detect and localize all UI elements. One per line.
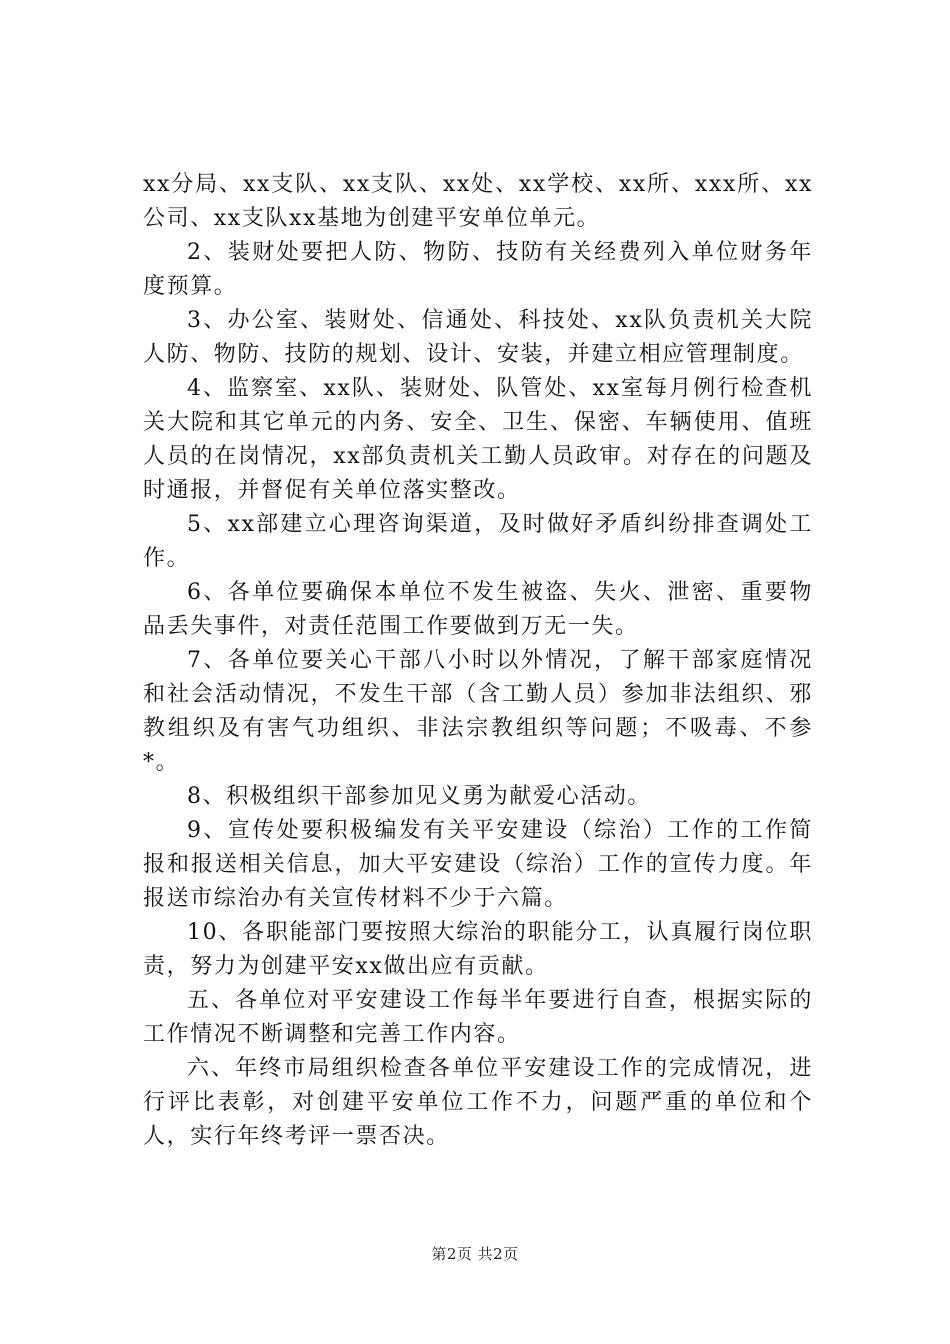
paragraph-8: 8、积极组织干部参加见义勇为献爱心活动。 <box>187 784 651 809</box>
paragraph-5: 5、xx部建立心理咨询渠道，及时做好矛盾纠纷排查调处工作。 <box>143 512 813 571</box>
paragraph-6: 6、各单位要确保本单位不发生被盗、失火、泄密、重要物品丢失事件，对责任范围工作要做到万无一失。 <box>143 580 813 639</box>
paragraph-12: 六、年终市局组织检查各单位平安建设工作的完成情况，进行评比表彰，对创建平安单位工作不力，问题严重的单位和个人，实行年终考评一票否决。 <box>143 1056 813 1149</box>
paragraph-3: 3、办公室、装财处、信通处、科技处、xx队负责机关大院人防、物防、技防的规划、设计、安装，并建立相应管理制度。 <box>143 308 813 367</box>
page-number-label: 第2页 共2页 <box>431 1245 519 1263</box>
paragraph-9: 9、宣传处要积极编发有关平安建设（综治）工作的工作简报和报送相关信息，加大平安建设（综治）工作的宣传力度。年报送市综治办有关宣传材料不少于六篇。 <box>143 818 813 911</box>
paragraph-1: xx分局、xx支队、xx支队、xx处、xx学校、xx所、xxx所、xx公司、xx支队xx基地为创建平安单位单元。 <box>143 172 813 231</box>
paragraph-2: 2、装财处要把人防、物防、技防有关经费列入单位财务年度预算。 <box>143 240 813 299</box>
page-footer <box>0 1243 950 1264</box>
paragraph-4: 4、监察室、xx队、装财处、队管处、xx室每月例行检查机关大院和其它单元的内务、安全、卫生、保密、车辆使用、值班人员的在岗情况，xx部负责机关工勤人员政审。对存在的问题及时通报，并督促有关单位落实整改。 <box>143 376 813 503</box>
paragraph-10: 10、各职能部门要按照大综治的职能分工，认真履行岗位职责，努力为创建平安xx做出应有贡献。 <box>143 920 813 979</box>
paragraph-7: 7、各单位要关心干部八小时以外情况，了解干部家庭情况和社会活动情况，不发生干部（含工勤人员）参加非法组织、邪教组织及有害气功组织、非法宗教组织等问题；不吸毒、不参*。 <box>143 648 813 775</box>
document-body <box>143 168 813 1154</box>
paragraph-11: 五、各单位对平安建设工作每半年要进行自查，根据实际的工作情况不断调整和完善工作内容。 <box>143 988 813 1047</box>
